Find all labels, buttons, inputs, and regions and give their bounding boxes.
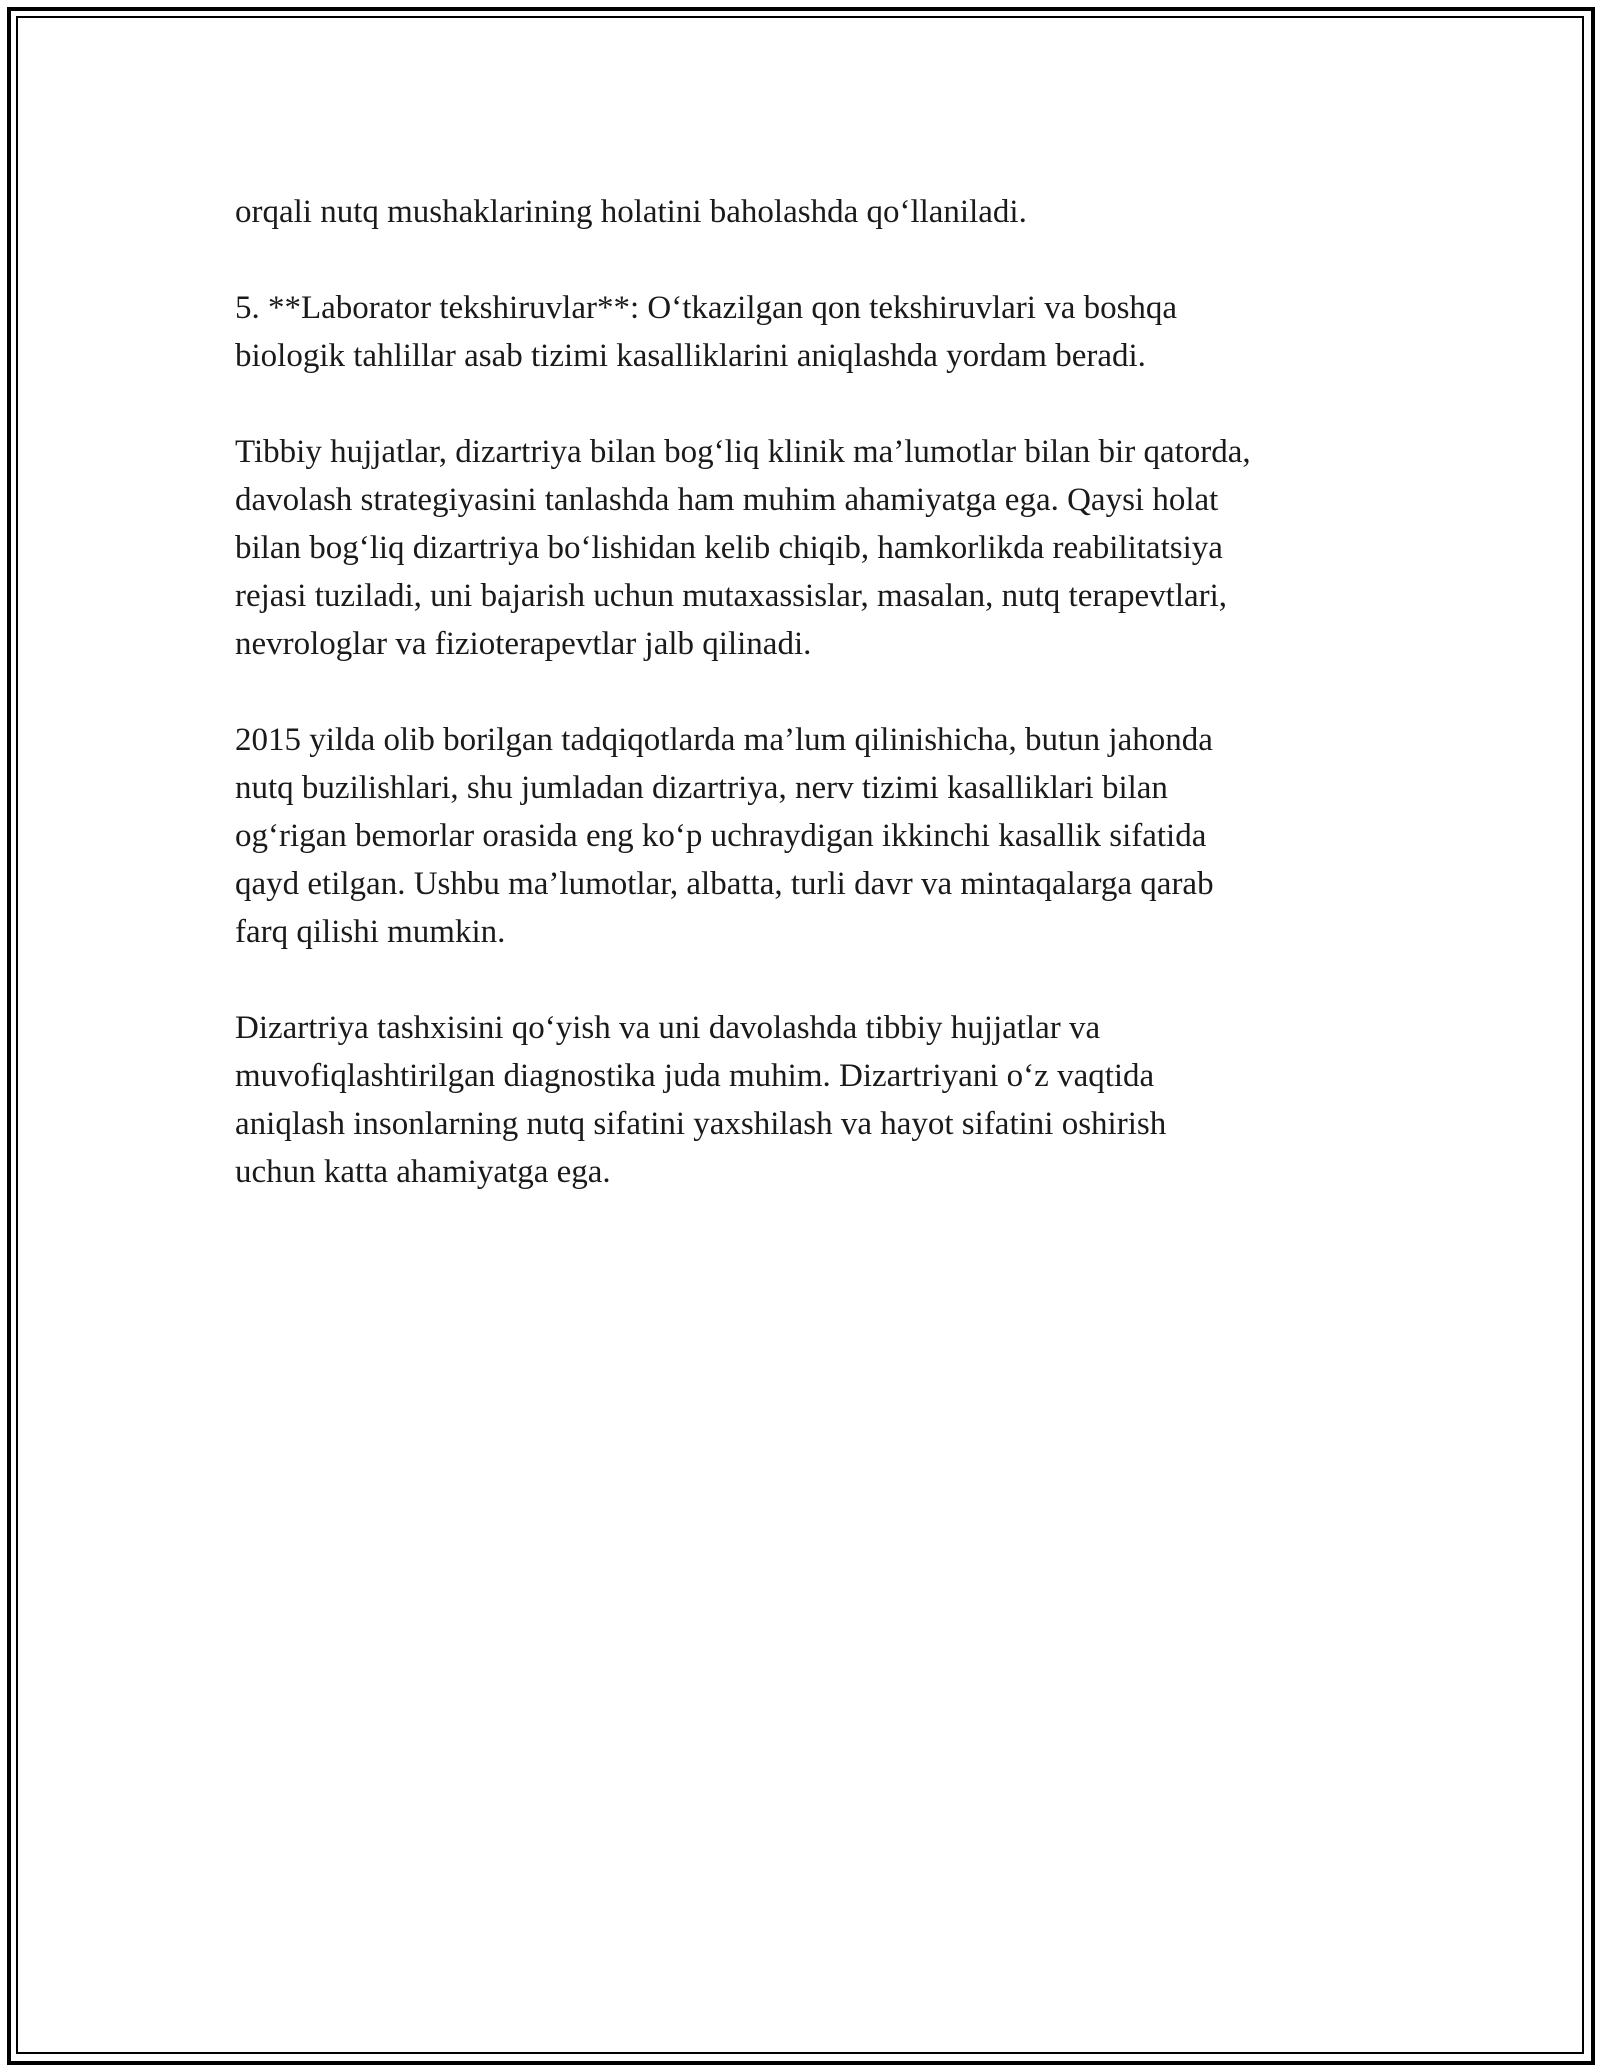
paragraph-continuation: orqali nutq mushaklarining holatini baholashda qo‘llaniladi. — [235, 194, 1027, 230]
document-body — [235, 188, 1395, 1244]
paragraph-2015-research: 2015 yilda olib borilgan tadqiqotlarda ma’lum qilinishicha, butun jahonda nutq buzilishlari, shu jumladan dizartriya, nerv tizimi kasalliklari bilan og‘rigan bemorlar orasida eng ko‘p uchraydigan ikkinchi kasallik sifatida qayd etilgan. Ushbu ma’lumotlar, albatta, turli davr va mintaqalarga qarab farq qilishi mumkin. — [235, 722, 1214, 950]
paragraph-laboratory-tests: 5. **Laborator tekshiruvlar**: O‘tkazilgan qon tekshiruvlari va boshqa biologik tahlillar asab tizimi kasalliklarini aniqlashda yordam beradi. — [235, 290, 1178, 374]
paragraph-medical-documents: Tibbiy hujjatlar, dizartriya bilan bog‘liq klinik ma’lumotlar bilan bir qatorda, davolash strategiyasini tanlashda ham muhim ahamiyatga ega. Qaysi holat bilan bog‘liq dizartriya bo‘lishidan kelib chiqib, hamkorlikda reabilitatsiya rejasi tuziladi, uni bajarish uchun mutaxassislar, masalan, nutq terapevtlari, nevrologlar va fizioterapevtlar jalb qilinadi. — [235, 434, 1251, 662]
paragraph-conclusion: Dizartriya tashxisini qo‘yish va uni davolashda tibbiy hujjatlar va muvofiqlashtirilgan diagnostika juda muhim. Dizartriyani o‘z vaqtida aniqlash insonlarning nutq sifatini yaxshilash va hayot sifatini oshirish uchun katta ahamiyatga ega. — [235, 1010, 1167, 1190]
